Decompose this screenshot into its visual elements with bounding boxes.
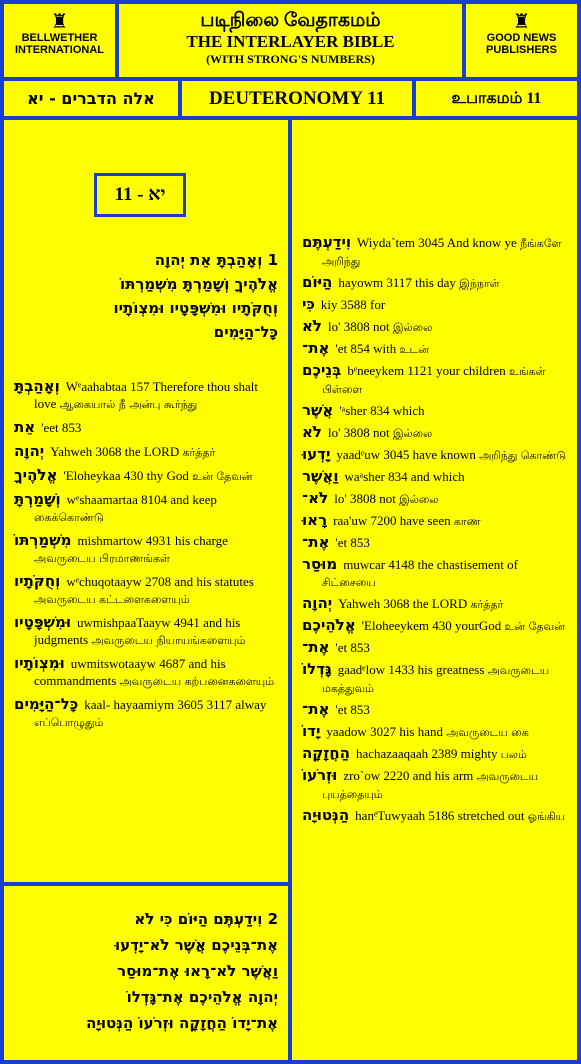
hebrew-line: 2 וִידַעְתֶּם הַיּוֹם כִּי לֹא — [134, 910, 278, 928]
word-entry — [302, 512, 569, 530]
tamil-gloss: கைக்கொண்டு — [34, 511, 104, 524]
transliteration-gloss: 'et 853 — [335, 702, 370, 717]
word-entry — [302, 274, 569, 292]
word-entry — [14, 419, 280, 437]
word-entry — [302, 402, 569, 420]
tamil-gloss: இல்லை — [392, 427, 433, 440]
bellwether-logo-text: BELLWETHER INTERNATIONAL — [14, 32, 104, 56]
hebrew-word: רָאוּ — [302, 511, 328, 529]
word-entry — [302, 701, 569, 719]
transliteration-gloss: uwmitswotaayw 4687 and his commandments — [34, 656, 226, 688]
transliteration-gloss: 'et 853 — [335, 535, 370, 550]
verse2-hebrew — [14, 906, 278, 1036]
tamil-gloss: கர்த்தர் — [182, 446, 216, 459]
word-entry — [14, 573, 280, 608]
hebrew-word: לֹא — [302, 423, 322, 441]
transliteration-gloss: muwcar 4148 the chastisement of — [343, 557, 518, 572]
hebrew-word: אֶת־ — [302, 638, 330, 656]
transliteration-gloss: Wᵉaahabtaa 157 Therefore thou shalt love — [34, 379, 259, 411]
hebrew-word: וִידַעְתֶּם — [302, 233, 352, 251]
hebrew-line: אֶת־יָדוֹ הַחֲזָקָה וּזְרֹעוֹ הַנְּטוּיָה — [86, 1014, 278, 1032]
bellwether-logo — [4, 4, 115, 77]
hebrew-word: אֶת־ — [302, 700, 330, 718]
transliteration-gloss: 'et 854 with — [335, 341, 397, 356]
tamil-gloss: காண — [453, 515, 481, 528]
word-entry — [302, 639, 569, 657]
tamil-gloss: அவருடைய கட்டளைகளையும் — [34, 593, 190, 606]
hebrew-word: אֲשֶׁר — [302, 401, 334, 419]
book-cell — [182, 81, 412, 116]
tamil-gloss: உடன் — [399, 343, 429, 356]
word-entry — [14, 491, 280, 526]
transliteration-gloss: lo' 3808 not — [334, 491, 396, 506]
word-entry — [302, 767, 569, 803]
tamil-gloss: பலம் — [500, 748, 527, 761]
hebrew-word: לֹא — [302, 317, 322, 335]
tamil-gloss: அவருடைய கற்பனைகளையும் — [119, 675, 275, 688]
word-entry — [302, 807, 569, 825]
hebrew-line: יְהוָה אֱלֹהֵיכֶם אֶת־גָּדְלוֹ — [126, 988, 278, 1006]
title-main: THE INTERLAYER BIBLE — [186, 32, 395, 51]
transliteration-gloss: yaadᵉuw 3045 have known — [336, 447, 476, 462]
tamil-gloss: அவருடைய நியாயங்களையும் — [91, 634, 246, 647]
tamil-gloss: ஆகையால் நீ அன்பு கூர்ந்து — [59, 398, 198, 411]
tamil-gloss: இந்நாள் — [459, 277, 500, 290]
hebrew-word: בְּנֵיכֶם — [302, 361, 342, 379]
word-entry — [302, 340, 569, 358]
verse2-entries — [302, 234, 569, 829]
transliteration-gloss: waᵃsher 834 and which — [344, 469, 465, 484]
hebrew-word: אֱלֹהֵיכֶם — [302, 616, 356, 634]
tamil-gloss: நீங்களே அறிந்து — [322, 237, 562, 268]
verse1-entries — [14, 378, 280, 737]
hebrew-book-cell — [4, 81, 178, 116]
hebrew-word: וְשָׁמַרְתָּ — [14, 490, 61, 508]
chapter-label: 11 - יא — [94, 173, 186, 217]
transliteration-gloss: 'ᵃsher 834 which — [339, 403, 425, 418]
hebrew-word: אֶת־ — [302, 533, 330, 551]
transliteration-gloss: zro`ow 2220 and his arm — [343, 768, 474, 783]
hebrew-word: כִּי — [302, 295, 315, 313]
word-entry — [302, 556, 569, 591]
transliteration-gloss: yaadow 3027 his hand — [326, 724, 444, 739]
verse2-word-panel — [292, 120, 577, 1060]
transliteration-gloss: hanᵉTuwyaah 5186 stretched out — [355, 808, 525, 823]
hebrew-line: 1 וְאָהַבְתָּ אֵת יְהוָה — [154, 251, 278, 269]
word-entry — [302, 661, 569, 697]
transliteration-gloss: uwmishpaaTaayw 4941 and his judgments — [34, 615, 241, 647]
transliteration-gloss: mishmartow 4931 his charge — [77, 533, 228, 548]
word-entry — [302, 534, 569, 552]
hebrew-word: אֱלֹהֶיךָ — [14, 466, 58, 484]
tamil-gloss: உங்கள் பிள்ளை — [322, 365, 546, 396]
word-entry — [302, 296, 569, 314]
transliteration-gloss: bᵉneeykem 1121 your children — [347, 363, 506, 378]
word-entry — [302, 617, 569, 635]
verse1-panel — [4, 120, 288, 882]
transliteration-gloss: hayowm 3117 this day — [338, 275, 456, 290]
transliteration-gloss: 'eet 853 — [41, 420, 82, 435]
transliteration-gloss: raa'uw 7200 have seen — [333, 513, 451, 528]
hebrew-word: וּמִצְוֹתָיו — [14, 654, 65, 672]
hebrew-word: יְהוָה — [302, 594, 333, 612]
title-tamil: படிநிலை வேதாகமம் — [200, 10, 381, 31]
word-entry — [302, 234, 569, 270]
transliteration-gloss: hachazaaqaah 2389 mighty — [355, 746, 498, 761]
transliteration-gloss: kiy 3588 for — [320, 297, 386, 312]
word-entry — [302, 424, 569, 442]
hebrew-word: וּזְרֹעוֹ — [302, 766, 338, 784]
title-block — [119, 4, 462, 77]
transliteration-gloss: Yahweh 3068 the LORD — [50, 444, 180, 459]
hebrew-line: כָּל־הַיָּמִים — [213, 323, 278, 341]
transliteration-gloss: lo' 3808 not — [328, 319, 390, 334]
verse1-hebrew — [14, 248, 278, 344]
tamil-gloss: இல்லை — [392, 321, 433, 334]
word-entry — [14, 614, 280, 649]
tamil-gloss: அவருடைய பிரமாணங்கள் — [34, 552, 170, 565]
tamil-gloss: அறிந்து கொண்டு — [479, 449, 567, 462]
transliteration-gloss: wᵉchuqotaayw 2708 and his statutes — [66, 574, 254, 589]
hebrew-book-name: אלה הדברים - יא — [27, 89, 155, 108]
transliteration-gloss: kaal- hayaamiym 3605 3117 alway — [84, 697, 267, 712]
word-entry — [14, 532, 280, 567]
word-entry — [302, 446, 569, 464]
word-entry — [14, 443, 280, 461]
hebrew-word: גָּדְלוֹ — [302, 660, 332, 678]
word-entry — [302, 595, 569, 613]
hebrew-word: וְאָהַבְתָּ — [14, 377, 60, 395]
transliteration-gloss: lo' 3808 not — [328, 425, 390, 440]
word-entry — [14, 655, 280, 690]
hebrew-line: וַאֲשֶׁר לֹא־רָאוּ אֶת־מוּסַר — [117, 962, 278, 980]
hebrew-line: וְחֻקֹּתָיו וּמִשְׁפָּטָיו וּמִצְוֹתָיו — [113, 299, 278, 317]
word-entry — [302, 723, 569, 741]
book-name: DEUTERONOMY 11 — [208, 87, 386, 109]
hebrew-word: כָּל־הַיָּמִים — [14, 695, 79, 713]
tamil-gloss: அவருடைய புயத்தையும் — [322, 770, 539, 801]
tamil-gloss: உன் தேவன் — [504, 620, 565, 633]
word-entry — [302, 745, 569, 763]
word-entry — [302, 318, 569, 336]
torch-icon: ♜ — [50, 11, 69, 33]
word-entry — [302, 468, 569, 486]
hebrew-word: הַחֲזָקָה — [302, 744, 350, 762]
tamil-gloss: அவருடைய கை — [446, 726, 529, 739]
hebrew-word: מוּסַר — [302, 555, 338, 573]
good-news-logo — [466, 4, 577, 77]
tamil-gloss: ஓங்கிய — [527, 810, 566, 823]
tamil-gloss: சிட்சையை — [322, 576, 376, 589]
hebrew-line: אֱלֹהֶיךָ וְשָׁמַרְתָּ מִשְׁמַרְתּוֹ — [120, 275, 278, 293]
hebrew-word: יְהוָה — [14, 442, 45, 460]
tamil-gloss: இல்லை — [399, 493, 439, 506]
transliteration-gloss: 'et 853 — [335, 640, 370, 655]
word-entry — [14, 467, 280, 485]
word-entry — [302, 490, 569, 508]
torch-icon: ♜ — [512, 11, 531, 33]
hebrew-line: אֶת־בְּנֵיכֶם אֲשֶׁר לֹא־יָדְעוּ — [114, 936, 278, 954]
hebrew-word: יָדְעוּ — [302, 445, 331, 463]
hebrew-word: אֶת־ — [302, 339, 330, 357]
transliteration-gloss: 'Eloheykaa 430 thy God — [63, 468, 189, 483]
transliteration-gloss: Wiyda`tem 3045 And know ye — [357, 235, 517, 250]
transliteration-gloss: gaadᵉlow 1433 his greatness — [337, 662, 485, 677]
hebrew-word: יָדוֹ — [302, 722, 321, 740]
word-entry — [302, 362, 569, 398]
title-sub: (WITH STRONG'S NUMBERS) — [206, 52, 375, 66]
tamil-book-cell — [416, 81, 577, 116]
hebrew-word: וְחֻקֹּתָיו — [14, 572, 61, 590]
transliteration-gloss: wᵉshaamartaa 8104 and keep — [66, 492, 217, 507]
word-entry — [14, 378, 280, 413]
tamil-gloss: உன் தேவன் — [192, 470, 253, 483]
tamil-gloss: கர்த்தர் — [470, 598, 504, 611]
hebrew-word: הַיּוֹם — [302, 273, 333, 291]
verse2-panel — [4, 886, 288, 1060]
hebrew-word: לֹא־ — [302, 489, 329, 507]
hebrew-word: אֵת — [14, 418, 36, 436]
tamil-book-name: உபாகமம் 11 — [451, 89, 542, 107]
hebrew-word: מִשְׁמַרְתּוֹ — [14, 531, 72, 549]
good-news-logo-text: GOOD NEWS PUBLISHERS — [486, 32, 557, 56]
transliteration-gloss: 'Eloheeykem 430 yourGod — [361, 618, 502, 633]
word-entry — [14, 696, 280, 731]
transliteration-gloss: Yahweh 3068 the LORD — [338, 596, 468, 611]
hebrew-word: הַנְּטוּיָה — [302, 806, 350, 824]
hebrew-word: וּמִשְׁפָּטָיו — [14, 613, 71, 631]
hebrew-word: וַאֲשֶׁר — [302, 467, 339, 485]
tamil-gloss: அவருடைய மகத்துவம் — [322, 664, 550, 695]
tamil-gloss: எப்பொழுதும் — [34, 716, 104, 729]
